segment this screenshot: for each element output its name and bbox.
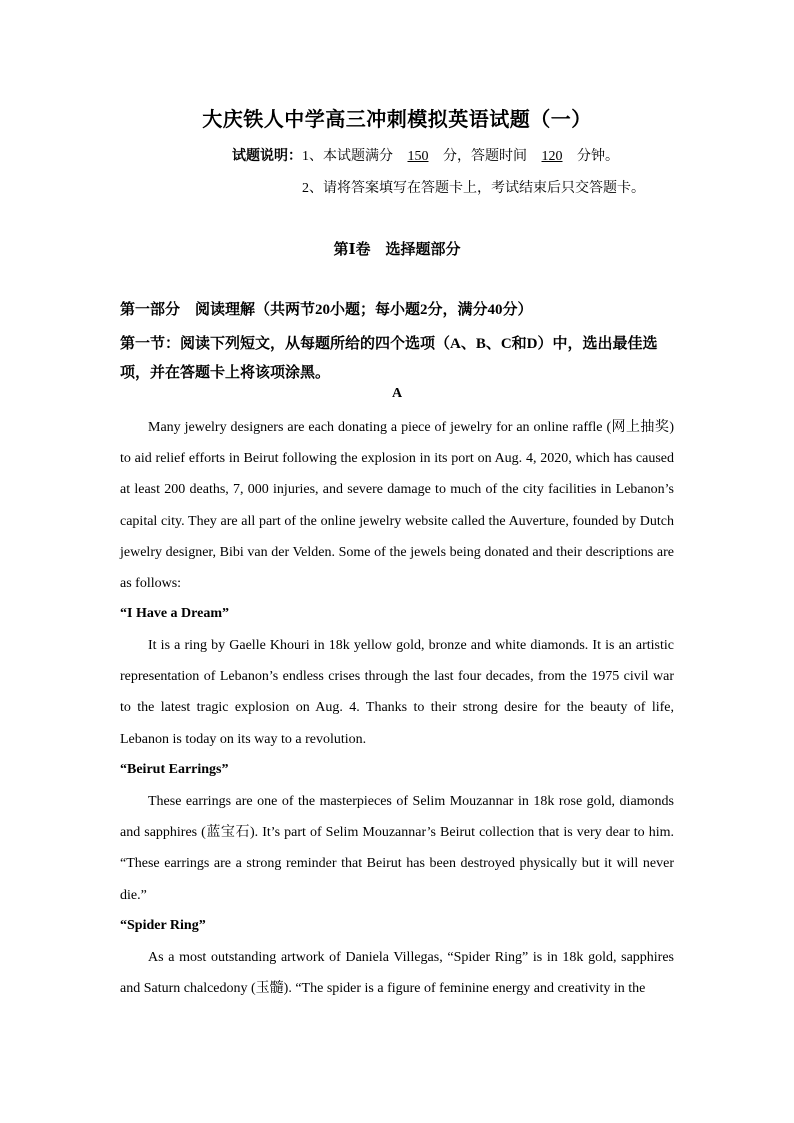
instructions-label: 试题说明： — [232, 149, 302, 164]
part-title: 第一部分 阅读理解（共两节20小题；每小题2分，满分40分） — [120, 302, 533, 318]
instructions-text-1a: 1、本试题满分 — [302, 149, 393, 164]
full-score-blank: 150 — [407, 149, 429, 164]
item-heading-spider-ring: “Spider Ring” — [120, 918, 206, 933]
item-heading-i-have-a-dream: “I Have a Dream” — [120, 606, 229, 621]
exam-title: 大庆铁人中学高三冲刺模拟英语试题（一） — [202, 109, 592, 131]
instructions-text-1b: 分，答题时间 — [443, 149, 527, 164]
volume-title: 第Ⅰ卷 选择题部分 — [333, 242, 461, 258]
instructions-text-1c: 分钟。 — [577, 149, 619, 164]
item-paragraph-beirut-earrings: These earrings are one of the masterpieces of Selim Mouzannar in 18k rose gold, diamonds and sapphires (蓝宝石). It’s part of Selim Mouzannar’s Beirut collection that is very dear to him. “These earrings are a strong reminder that Beirut has been destroyed physically but it will never die.” — [120, 794, 674, 903]
instructions-line-1 — [232, 145, 619, 165]
section-instructions: 第一节：阅读下列短文，从每题所给的四个选项（A、B、C和D）中，选出最佳选项，并在答题卡上将该项涂黑。 — [120, 336, 658, 381]
time-limit-blank: 120 — [541, 149, 563, 164]
passage-letter: A — [391, 386, 403, 401]
passage-intro-paragraph: Many jewelry designers are each donating a piece of jewelry for an online raffle (网上抽奖) to aid relief efforts in Beirut following the explosion in its port on Aug. 4, 2020, which has caused at least 200 deaths, 7, 000 injuries, and severe damage to much of the city facilities in Lebanon’s capital city. They are all part of the online jewelry website called the Auverture, founded by Dutch jewelry designer, Bibi van der Velden. Some of the jewels being donated and their descriptions are as follows: — [120, 420, 674, 592]
item-paragraph-i-have-a-dream: It is a ring by Gaelle Khouri in 18k yellow gold, bronze and white diamonds. It is an artistic representation of Lebanon’s endless crises through the last four decades, from the 1975 civil war to the latest tragic explosion on Aug. 4. Thanks to their strong desire for the beauty of life, Lebanon is today on its way to a revolution. — [120, 638, 674, 747]
item-paragraph-spider-ring: As a most outstanding artwork of Daniela Villegas, “Spider Ring” is in 18k gold, sapphires and Saturn chalcedony (玉髓). “The spider is a figure of feminine energy and creativity in the — [120, 950, 674, 997]
item-heading-beirut-earrings: “Beirut Earrings” — [120, 762, 229, 777]
instructions-line-2: 2、请将答案填写在答题卡上，考试结束后只交答题卡。 — [302, 181, 645, 196]
